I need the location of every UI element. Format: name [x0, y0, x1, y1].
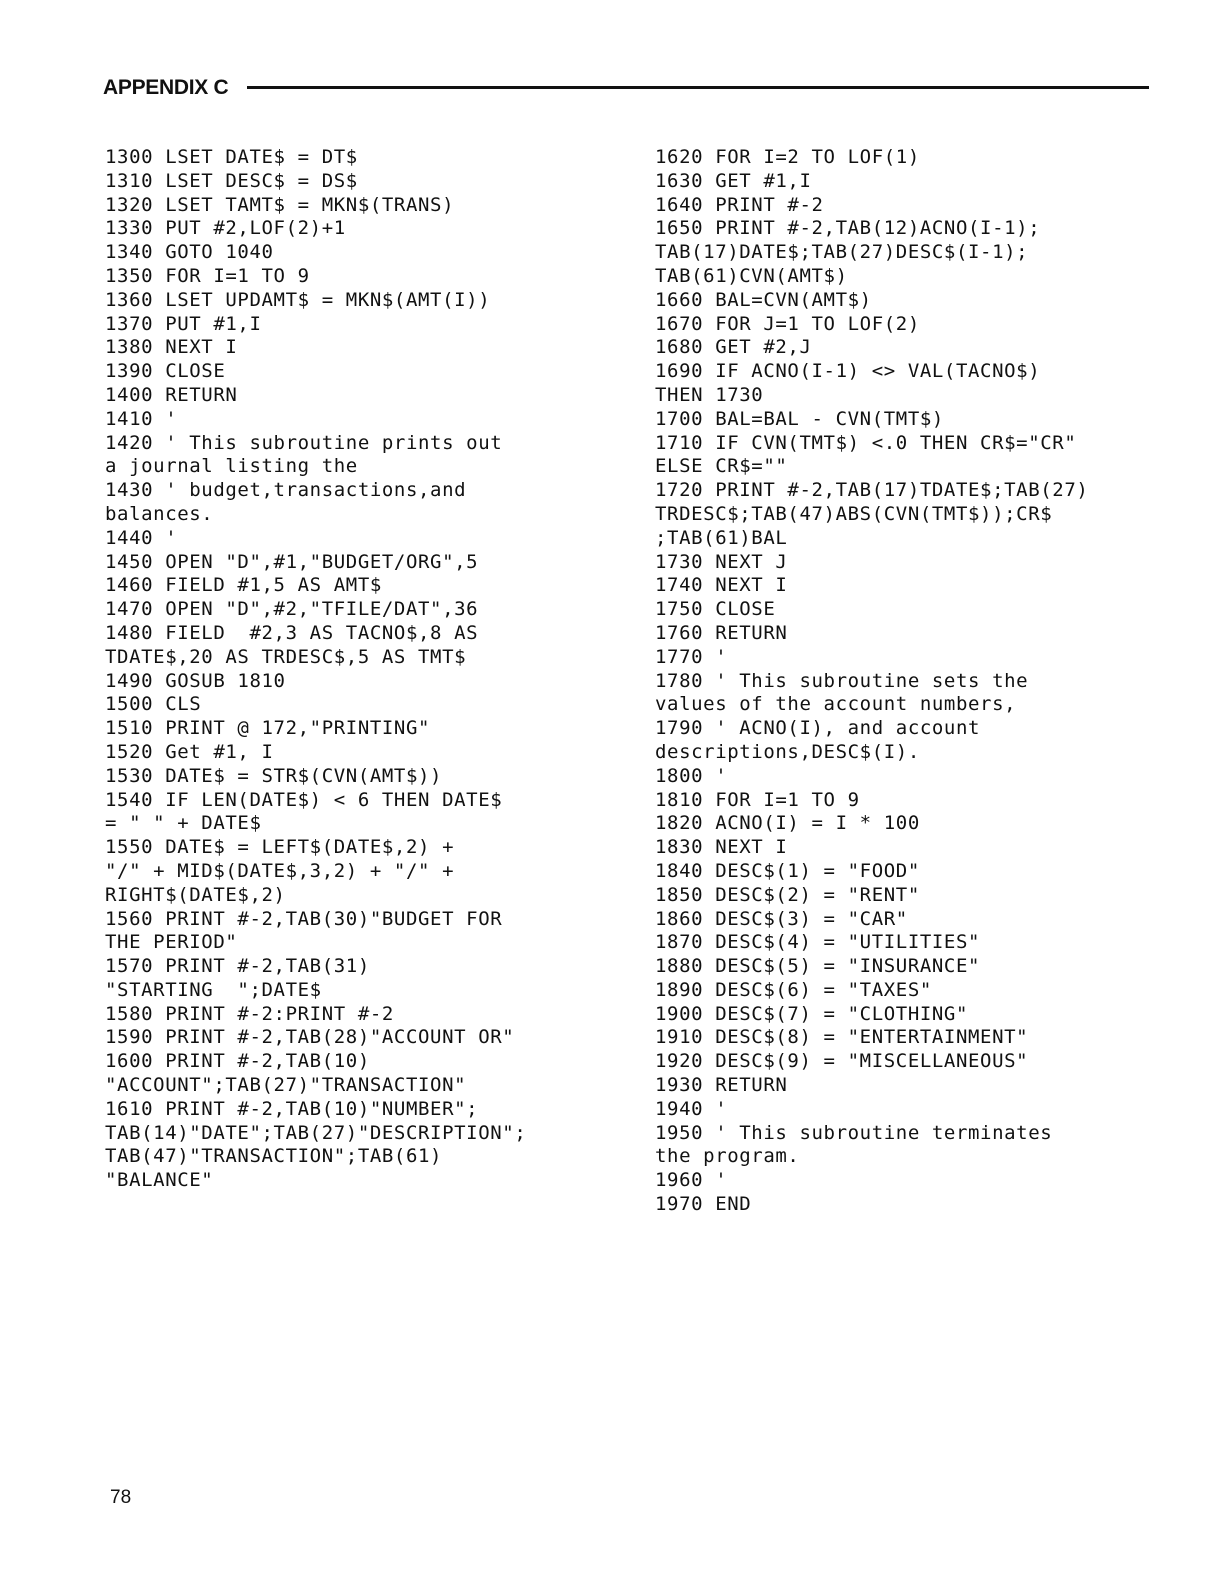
code-line: 1310 LSET DESC$ = DS$	[105, 169, 358, 192]
code-line: 1890 DESC$(6) = "TAXES"	[655, 978, 932, 1001]
code-line: 1640 PRINT #-2	[655, 193, 824, 216]
code-line: 1850 DESC$(2) = "RENT"	[655, 883, 920, 906]
code-line: 1800 '	[655, 764, 728, 787]
code-line: 1480 FIELD #2,3 AS TACNO$,8 AS	[105, 621, 479, 644]
code-line: 1350 FOR I=1 TO 9	[105, 264, 310, 287]
code-line: 1380 NEXT I	[105, 336, 238, 359]
code-line: 1860 DESC$(3) = "CAR"	[655, 907, 908, 930]
page-number: 78	[110, 1487, 132, 1508]
code-line: 1910 DESC$(8) = "ENTERTAINMENT"	[655, 1026, 1029, 1049]
code-line: 1790 ' ACNO(I), and account	[655, 717, 981, 740]
code-line: descriptions,DESC$(I).	[655, 740, 920, 763]
page-header	[103, 74, 1149, 104]
code-line: 1880 DESC$(5) = "INSURANCE"	[655, 955, 981, 978]
code-line: TAB(47)"TRANSACTION";TAB(61)	[105, 1145, 443, 1168]
code-line: 1900 DESC$(7) = "CLOTHING"	[655, 1002, 969, 1025]
code-line: 1870 DESC$(4) = "UTILITIES"	[655, 931, 981, 954]
code-line: balances.	[105, 502, 214, 525]
code-line: 1530 DATE$ = STR$(CVN(AMT$))	[105, 764, 443, 787]
code-line: 1970 END	[655, 1193, 752, 1216]
code-line: 1930 RETURN	[655, 1074, 788, 1097]
code-line: 1340 GOTO 1040	[105, 241, 274, 264]
code-line: TAB(14)"DATE";TAB(27)"DESCRIPTION";	[105, 1121, 527, 1144]
code-line: 1770 '	[655, 645, 728, 668]
code-listing-left-column	[105, 146, 526, 1193]
code-line: 1460 FIELD #1,5 AS AMT$	[105, 574, 382, 597]
code-line: 1730 NEXT J	[655, 550, 788, 573]
code-line: 1330 PUT #2,LOF(2)+1	[105, 217, 346, 240]
code-line: RIGHT$(DATE$,2)	[105, 883, 286, 906]
code-line: 1620 FOR I=2 TO LOF(1)	[655, 146, 920, 168]
code-line: 1710 IF CVN(TMT$) <.0 THEN CR$="CR"	[655, 431, 1077, 454]
code-line: 1750 CLOSE	[655, 598, 776, 621]
code-line: 1360 LSET UPDAMT$ = MKN$(AMT(I))	[105, 288, 491, 311]
code-line: 1540 IF LEN(DATE$) < 6 THEN DATE$	[105, 788, 503, 811]
code-line: 1450 OPEN "D",#1,"BUDGET/ORG",5	[105, 550, 479, 573]
code-line: 1440 '	[105, 526, 178, 549]
code-line: 1390 CLOSE	[105, 360, 226, 383]
code-line: 1600 PRINT #-2,TAB(10)	[105, 1050, 370, 1073]
code-line: 1590 PRINT #-2,TAB(28)"ACCOUNT OR"	[105, 1026, 515, 1049]
page-title: APPENDIX C	[103, 76, 229, 99]
code-line: "BALANCE"	[105, 1169, 214, 1192]
code-line: 1830 NEXT I	[655, 836, 788, 859]
code-line: 1580 PRINT #-2:PRINT #-2	[105, 1002, 394, 1025]
header-rule	[247, 86, 1149, 89]
code-line: 1610 PRINT #-2,TAB(10)"NUMBER";	[105, 1097, 479, 1120]
code-line: TRDESC$;TAB(47)ABS(CVN(TMT$));CR$	[655, 502, 1053, 525]
code-listing-right-column	[655, 146, 1088, 1217]
code-line: "/" + MID$(DATE$,3,2) + "/" +	[105, 859, 455, 882]
code-line: 1720 PRINT #-2,TAB(17)TDATE$;TAB(27)	[655, 479, 1089, 502]
code-line: 1320 LSET TAMT$ = MKN$(TRANS)	[105, 193, 455, 216]
code-line: 1650 PRINT #-2,TAB(12)ACNO(I-1);	[655, 217, 1041, 240]
code-line: 1690 IF ACNO(I-1) <> VAL(TACNO$)	[655, 360, 1041, 383]
code-line: 1940 '	[655, 1097, 728, 1120]
code-line: 1300 LSET DATE$ = DT$	[105, 146, 358, 168]
code-line: 1820 ACNO(I) = I * 100	[655, 812, 920, 835]
code-line: 1670 FOR J=1 TO LOF(2)	[655, 312, 920, 335]
code-line: 1810 FOR I=1 TO 9	[655, 788, 860, 811]
code-line: 1680 GET #2,J	[655, 336, 812, 359]
code-line: "STARTING ";DATE$	[105, 978, 322, 1001]
code-line: 1470 OPEN "D",#2,"TFILE/DAT",36	[105, 598, 479, 621]
code-line: 1960 '	[655, 1169, 728, 1192]
code-line: values of the account numbers,	[655, 693, 1017, 716]
code-line: 1420 ' This subroutine prints out	[105, 431, 503, 454]
code-line: 1630 GET #1,I	[655, 169, 812, 192]
code-line: the program.	[655, 1145, 800, 1168]
code-line: TAB(61)CVN(AMT$)	[655, 264, 848, 287]
code-line: ELSE CR$=""	[655, 455, 788, 478]
code-line: = " " + DATE$	[105, 812, 262, 835]
code-line: 1490 GOSUB 1810	[105, 669, 286, 692]
code-line: 1740 NEXT I	[655, 574, 788, 597]
code-line: 1920 DESC$(9) = "MISCELLANEOUS"	[655, 1050, 1029, 1073]
code-line: 1840 DESC$(1) = "FOOD"	[655, 859, 920, 882]
code-line: 1570 PRINT #-2,TAB(31)	[105, 955, 370, 978]
code-line: 1510 PRINT @ 172,"PRINTING"	[105, 717, 431, 740]
code-line: 1520 Get #1, I	[105, 740, 274, 763]
code-line: 1660 BAL=CVN(AMT$)	[655, 288, 872, 311]
code-line: TDATE$,20 AS TRDESC$,5 AS TMT$	[105, 645, 467, 668]
code-line: 1500 CLS	[105, 693, 202, 716]
code-line: "ACCOUNT";TAB(27)"TRANSACTION"	[105, 1074, 467, 1097]
code-line: 1550 DATE$ = LEFT$(DATE$,2) +	[105, 836, 455, 859]
code-line: THE PERIOD"	[105, 931, 238, 954]
code-line: 1430 ' budget,transactions,and	[105, 479, 467, 502]
code-line: THEN 1730	[655, 383, 764, 406]
code-line: 1780 ' This subroutine sets the	[655, 669, 1029, 692]
code-line: 1560 PRINT #-2,TAB(30)"BUDGET FOR	[105, 907, 503, 930]
code-line: 1760 RETURN	[655, 621, 788, 644]
code-line: 1700 BAL=BAL - CVN(TMT$)	[655, 407, 944, 430]
code-line: 1410 '	[105, 407, 178, 430]
code-line: ;TAB(61)BAL	[655, 526, 788, 549]
code-line: TAB(17)DATE$;TAB(27)DESC$(I-1);	[655, 241, 1029, 264]
code-line: 1370 PUT #1,I	[105, 312, 262, 335]
code-line: 1400 RETURN	[105, 383, 238, 406]
code-line: 1950 ' This subroutine terminates	[655, 1121, 1053, 1144]
code-line: a journal listing the	[105, 455, 358, 478]
